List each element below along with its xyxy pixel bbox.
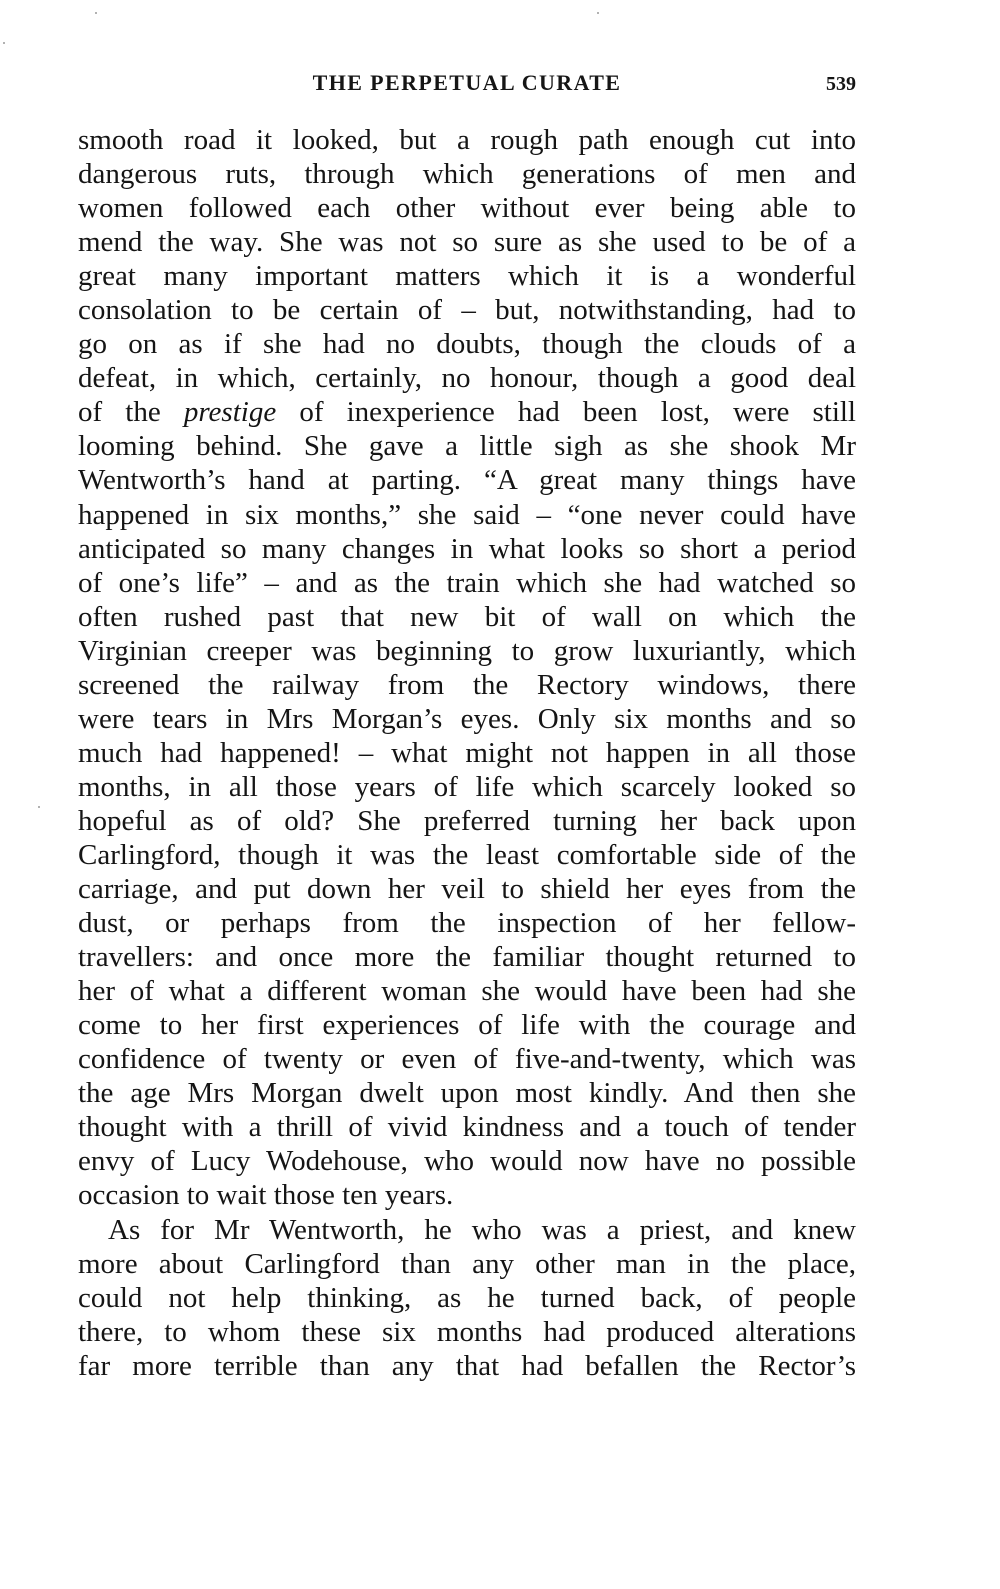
paper-speck (95, 12, 97, 14)
text-line: great many important matters which it is a wonderful (78, 260, 856, 293)
text-line: dangerous ruts, through which generations of men and (78, 158, 856, 191)
text-line: travellers: and once more the familiar thought returned to (78, 941, 856, 974)
text-line: confidence of twenty or even of five-and-twenty, which was (78, 1043, 856, 1076)
text-line: occasion to wait those ten years. (78, 1179, 454, 1212)
text-line: happened in six months,” she said – “one never could have (78, 498, 856, 531)
text-line-with-italic (78, 395, 856, 429)
text-line: her of what a different woman she would have been had she (78, 975, 856, 1008)
line-text: of the (78, 396, 184, 429)
text-line: looming behind. She gave a little sigh as she shook Mr (78, 430, 856, 463)
text-line: months, in all those years of life which scarcely looked so (78, 770, 856, 803)
running-head (78, 68, 856, 98)
text-line: women followed each other without ever being able to (78, 192, 856, 225)
paper-speck (38, 806, 40, 808)
text-line: often rushed past that new bit of wall on which the (78, 600, 856, 633)
text-line: the age Mrs Morgan dwelt upon most kindly. And then she (78, 1077, 856, 1110)
text-line: of one’s life” – and as the train which she had watched so (78, 566, 856, 599)
text-line: were tears in Mrs Morgan’s eyes. Only six months and so (78, 702, 856, 735)
text-line: As for Mr Wentworth, he who was a priest, and knew (108, 1213, 856, 1246)
text-line: much had happened! – what might not happen in all those (78, 736, 856, 769)
text-line: come to her first experiences of life with the courage and (78, 1009, 856, 1042)
text-line: carriage, and put down her veil to shield her eyes from the (78, 873, 856, 906)
body-text (78, 123, 856, 1383)
text-line: screened the railway from the Rectory windows, there (78, 668, 856, 701)
text-line: anticipated so many changes in what looks so short a period (78, 532, 856, 565)
text-line: defeat, in which, certainly, no honour, though a good deal (78, 362, 856, 395)
paper-speck (597, 12, 599, 14)
page-number: 539 (826, 73, 856, 95)
text-line: thought with a thrill of vivid kindness and a touch of tender (78, 1111, 856, 1144)
text-line: Carlingford, though it was the least comfortable side of the (78, 838, 856, 871)
text-line: mend the way. She was not so sure as she used to be of a (78, 226, 856, 259)
text-line: smooth road it looked, but a rough path enough cut into (78, 124, 856, 156)
running-title: THE PERPETUAL CURATE (312, 70, 622, 95)
text-line: Virginian creeper was beginning to grow luxuriantly, which (78, 634, 856, 667)
text-line: far more terrible than any that had befallen the Rector’s (78, 1349, 856, 1382)
italic-word: prestige (183, 396, 277, 429)
text-line: go on as if she had no doubts, though the clouds of a (78, 328, 856, 361)
text-line: hopeful as of old? She preferred turning her back upon (78, 804, 856, 837)
text-line: there, to whom these six months had produced alterations (78, 1315, 856, 1348)
text-line: more about Carlingford than any other man in the place, (78, 1247, 856, 1280)
text-line: Wentworth’s hand at parting. “A great many things have (78, 464, 856, 497)
text-line: envy of Lucy Wodehouse, who would now have no possible (78, 1145, 856, 1178)
paragraph (78, 1213, 856, 1383)
paragraph (78, 123, 856, 1213)
text-line: dust, or perhaps from the inspection of her fellow- (78, 907, 856, 940)
text-line: consolation to be certain of – but, notwithstanding, had to (78, 294, 856, 327)
line-text: of inexperience had been lost, were still (276, 396, 856, 429)
text-line: could not help thinking, as he turned back, of people (78, 1281, 856, 1314)
paper-speck (3, 42, 5, 44)
